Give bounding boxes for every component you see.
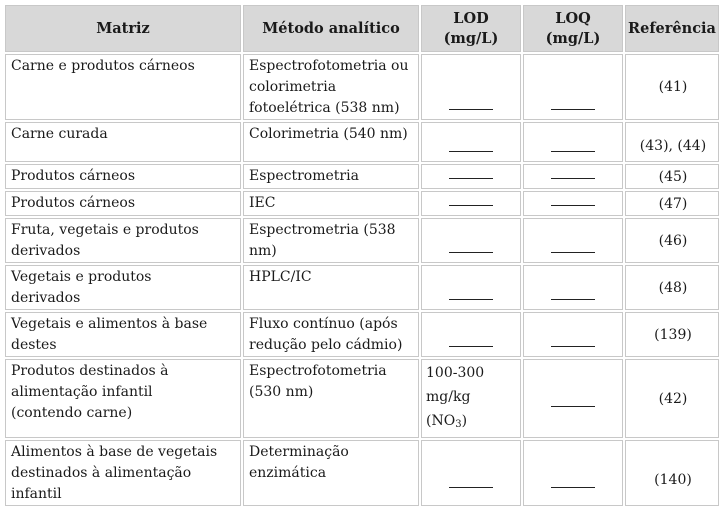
cell-metodo: Espectrofotometria (530 nm) <box>243 359 419 438</box>
header-loq-line1: LOQ <box>555 9 591 27</box>
cell-lod <box>421 164 521 189</box>
cell-referencia: (139) <box>625 312 719 357</box>
cell-loq <box>523 218 623 263</box>
cell-loq <box>523 54 623 120</box>
cell-referencia: (46) <box>625 218 719 263</box>
lod-dash <box>449 478 493 488</box>
table-row <box>5 54 719 120</box>
cell-metodo: Espectrofotometria ou colorimetria fotoelétrica (538 nm) <box>243 54 419 120</box>
cell-loq <box>523 440 623 506</box>
cell-lod <box>421 191 521 216</box>
loq-dash <box>551 196 595 206</box>
loq-dash <box>551 290 595 300</box>
cell-metodo: HPLC/IC <box>243 265 419 310</box>
cell-metodo: IEC <box>243 191 419 216</box>
cell-referencia: (45) <box>625 164 719 189</box>
table-row <box>5 440 719 506</box>
table-row <box>5 218 719 263</box>
table-row <box>5 359 719 438</box>
cell-matriz: Fruta, vegetais e produtos derivados <box>5 218 241 263</box>
cell-referencia: (41) <box>625 54 719 120</box>
cell-lod <box>421 440 521 506</box>
cell-lod <box>421 218 521 263</box>
loq-dash <box>551 478 595 488</box>
cell-matriz: Alimentos à base de vegetais destinados à alimentação infantil <box>5 440 241 506</box>
cell-referencia: (48) <box>625 265 719 310</box>
header-referencia: Referência <box>625 5 719 52</box>
header-lod <box>421 5 521 52</box>
lod-dash <box>449 290 493 300</box>
lod-dash <box>449 100 493 110</box>
cell-matriz: Vegetais e produtos derivados <box>5 265 241 310</box>
header-loq <box>523 5 623 52</box>
header-lod-line2: (mg/L) <box>443 29 499 47</box>
header-row <box>5 5 719 52</box>
cell-lod <box>421 54 521 120</box>
header-metodo: Método analítico <box>243 5 419 52</box>
cell-lod <box>421 312 521 357</box>
cell-metodo: Fluxo contínuo (após redução pelo cádmio) <box>243 312 419 357</box>
cell-referencia: (47) <box>625 191 719 216</box>
cell-loq <box>523 122 623 162</box>
lod-dash <box>449 169 493 179</box>
cell-loq <box>523 164 623 189</box>
header-matriz: Matriz <box>5 5 241 52</box>
cell-referencia: (140) <box>625 440 719 506</box>
cell-matriz: Produtos cárneos <box>5 164 241 189</box>
loq-dash <box>551 100 595 110</box>
cell-matriz: Produtos destinados à alimentação infantil (contendo carne) <box>5 359 241 438</box>
cell-lod <box>421 265 521 310</box>
cell-metodo: Colorimetria (540 nm) <box>243 122 419 162</box>
table-row <box>5 164 719 189</box>
cell-matriz: Produtos cárneos <box>5 191 241 216</box>
cell-matriz: Vegetais e alimentos à base destes <box>5 312 241 357</box>
cell-loq <box>523 312 623 357</box>
cell-matriz: Carne e produtos cárneos <box>5 54 241 120</box>
cell-loq <box>523 265 623 310</box>
cell-lod: 100-300 mg/kg $(NO_3)$ <box>421 359 521 438</box>
loq-dash <box>551 169 595 179</box>
cell-metodo: Determinação enzimática <box>243 440 419 506</box>
table-row <box>5 122 719 162</box>
loq-dash <box>551 397 595 407</box>
header-loq-line2: (mg/L) <box>545 29 601 47</box>
lod-dash <box>449 337 493 347</box>
cell-referencia: (43), (44) <box>625 122 719 162</box>
cell-metodo: Espectrometria <box>243 164 419 189</box>
loq-dash <box>551 142 595 152</box>
cell-matriz: Carne curada <box>5 122 241 162</box>
table-row <box>5 265 719 310</box>
lod-dash <box>449 196 493 206</box>
cell-loq <box>523 191 623 216</box>
header-lod-line1: LOD <box>453 9 489 27</box>
cell-lod <box>421 122 521 162</box>
cell-metodo: Espectrometria (538 nm) <box>243 218 419 263</box>
table-row <box>5 191 719 216</box>
cell-referencia: (42) <box>625 359 719 438</box>
cell-loq <box>523 359 623 438</box>
lod-dash <box>449 243 493 253</box>
methods-table <box>3 3 721 508</box>
loq-dash <box>551 243 595 253</box>
loq-dash <box>551 337 595 347</box>
table-row <box>5 312 719 357</box>
lod-dash <box>449 142 493 152</box>
